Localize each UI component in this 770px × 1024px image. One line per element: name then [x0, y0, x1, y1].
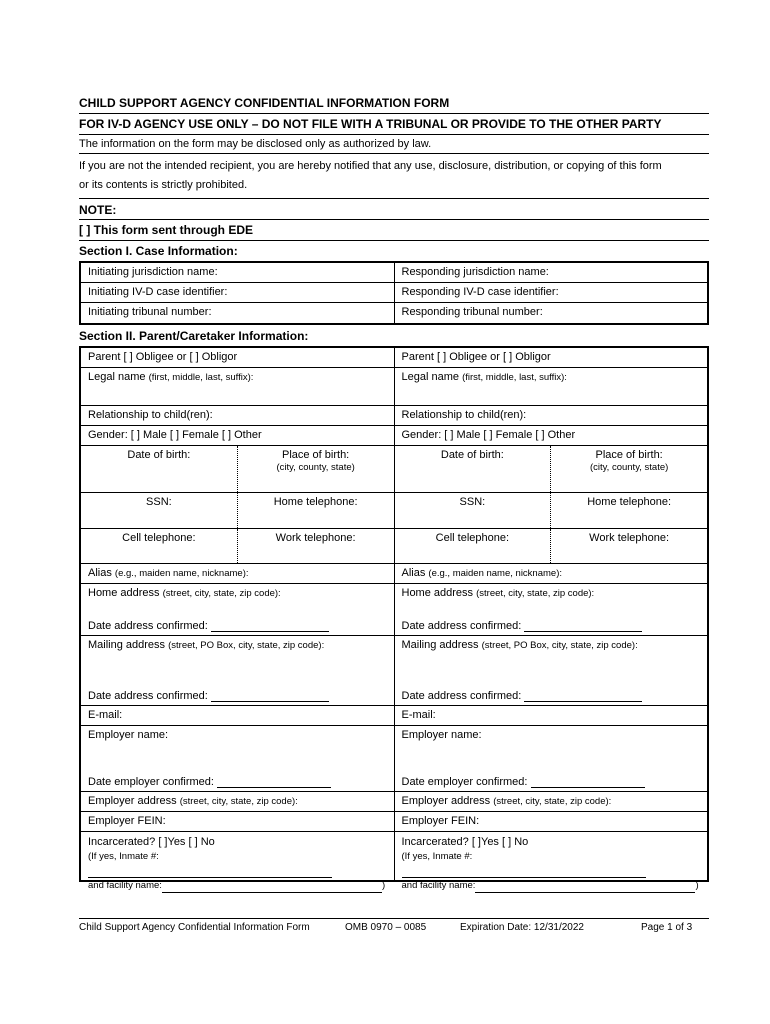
- initiating-jurisdiction-field[interactable]: Initiating jurisdiction name:: [81, 263, 394, 283]
- mailing-address-confirmed[interactable]: [88, 690, 329, 702]
- alias-field[interactable]: [81, 564, 394, 584]
- date-of-birth-label: Date of birth:: [127, 449, 191, 461]
- legal-name-label: Legal name: [88, 371, 146, 383]
- ssn-label: SSN:: [146, 496, 172, 508]
- parent-role-field[interactable]: Parent [ ] Obligee or [ ] Obligor: [395, 348, 708, 368]
- incarceration-field[interactable]: [395, 832, 708, 891]
- mailing-address-label: Mailing address: [401, 639, 479, 651]
- date-of-birth-label: Date of birth:: [440, 449, 504, 461]
- parent-column-right: [394, 348, 708, 891]
- employer-address-label: Employer address: [88, 795, 177, 807]
- employer-confirmed[interactable]: [88, 776, 331, 788]
- home-telephone-field[interactable]: [237, 493, 394, 528]
- work-telephone-label: Work telephone:: [275, 532, 356, 544]
- cell-telephone-label: Cell telephone:: [435, 532, 510, 544]
- mailing-address-hint: (street, PO Box, city, state, zip code):: [481, 640, 638, 651]
- home-address-label: Home address: [88, 587, 160, 599]
- home-address-hint: (street, city, state, zip code):: [476, 588, 595, 599]
- place-of-birth-field[interactable]: [550, 446, 707, 492]
- date-blank[interactable]: [217, 776, 331, 788]
- inmate-blank[interactable]: [88, 866, 332, 878]
- phone-row: [81, 529, 394, 564]
- ssn-field[interactable]: [81, 493, 237, 528]
- relationship-field[interactable]: Relationship to child(ren):: [81, 406, 394, 426]
- recipient-notice: [79, 154, 709, 199]
- inmate-label: (If yes, Inmate #:: [401, 851, 473, 862]
- home-telephone-label: Home telephone:: [273, 496, 358, 508]
- legal-name-hint: (first, middle, last, suffix):: [462, 372, 567, 383]
- ssn-row: [81, 493, 394, 529]
- facility-label: and facility name:: [88, 880, 162, 891]
- work-telephone-field[interactable]: [237, 529, 394, 563]
- date-blank[interactable]: [524, 620, 642, 632]
- form-title: CHILD SUPPORT AGENCY CONFIDENTIAL INFORMATION FORM: [79, 94, 709, 114]
- alias-hint: (e.g., maiden name, nickname):: [428, 568, 562, 579]
- work-telephone-label: Work telephone:: [589, 532, 670, 544]
- alias-field[interactable]: [395, 564, 708, 584]
- mailing-address-field[interactable]: [81, 636, 394, 706]
- footer-omb: OMB 0970 – 0085: [345, 922, 427, 933]
- date-of-birth-field[interactable]: [395, 446, 551, 492]
- legal-name-label: Legal name: [401, 371, 459, 383]
- mailing-address-field[interactable]: [395, 636, 708, 706]
- legal-name-field[interactable]: [81, 368, 394, 406]
- form-page: [79, 94, 709, 891]
- close-paren: ): [695, 880, 699, 891]
- employer-name-field[interactable]: [81, 726, 394, 792]
- facility-label: and facility name:: [401, 880, 476, 891]
- employer-address-label: Employer address: [401, 795, 491, 807]
- employer-name-label: Employer name:: [401, 729, 482, 741]
- ssn-field[interactable]: [395, 493, 551, 528]
- birth-row: [81, 446, 394, 493]
- cell-telephone-field[interactable]: [81, 529, 237, 563]
- parent-information-table: [79, 346, 709, 891]
- incarceration-field[interactable]: [81, 832, 394, 891]
- alias-label: Alias: [401, 567, 426, 579]
- phone-row: [395, 529, 708, 564]
- place-of-birth-field[interactable]: [237, 446, 394, 492]
- employer-fein-field[interactable]: Employer FEIN:: [395, 812, 708, 832]
- relationship-field[interactable]: Relationship to child(ren):: [395, 406, 708, 426]
- parent-role-field[interactable]: Parent [ ] Obligee or [ ] Obligor: [81, 348, 394, 368]
- ede-checkbox-line[interactable]: [ ] This form sent through EDE: [79, 220, 709, 241]
- alias-label: Alias: [88, 567, 112, 579]
- gender-field[interactable]: Gender: [ ] Male [ ] Female [ ] Other: [81, 426, 394, 446]
- recipient-notice-2: or its contents is strictly prohibited.: [79, 179, 248, 191]
- footer-expiration: Expiration Date: 12/31/2022: [460, 922, 584, 933]
- home-address-field[interactable]: [395, 584, 708, 636]
- facility-blank[interactable]: [162, 881, 382, 893]
- incarcerated-label: Incarcerated? [ ]Yes [ ] No: [401, 836, 529, 848]
- email-field[interactable]: E-mail:: [81, 706, 394, 726]
- place-of-birth-label: Place of birth:: [595, 449, 663, 461]
- mailing-address-hint: (street, PO Box, city, state, zip code):: [168, 640, 325, 651]
- responding-column: [394, 263, 708, 323]
- date-address-confirmed-label: Date address confirmed:: [88, 690, 208, 702]
- inmate-label: (If yes, Inmate #:: [88, 851, 159, 862]
- place-of-birth-hint: (city, county, state): [589, 462, 669, 473]
- section-1-heading: Section I. Case Information:: [79, 244, 238, 258]
- home-address-confirmed[interactable]: [88, 620, 329, 632]
- place-of-birth-hint: (city, county, state): [276, 462, 355, 473]
- page-footer: [79, 918, 709, 933]
- place-of-birth-label: Place of birth:: [281, 449, 350, 461]
- employer-name-field[interactable]: [395, 726, 708, 792]
- alias-hint: (e.g., maiden name, nickname):: [114, 568, 249, 579]
- work-telephone-field[interactable]: [550, 529, 707, 563]
- email-field[interactable]: E-mail:: [395, 706, 708, 726]
- employer-confirmed[interactable]: [402, 776, 645, 788]
- date-address-confirmed-label: Date address confirmed:: [401, 620, 522, 632]
- employer-name-label: Employer name:: [88, 729, 169, 741]
- home-address-label: Home address: [401, 587, 474, 599]
- gender-field[interactable]: Gender: [ ] Male [ ] Female [ ] Other: [395, 426, 708, 446]
- date-employer-confirmed-label: Date employer confirmed:: [88, 776, 214, 788]
- inmate-blank[interactable]: [402, 866, 646, 878]
- home-address-hint: (street, city, state, zip code):: [162, 588, 281, 599]
- date-blank[interactable]: [211, 690, 329, 702]
- employer-fein-field[interactable]: Employer FEIN:: [81, 812, 394, 832]
- case-information-table: [79, 261, 709, 325]
- ssn-label: SSN:: [459, 496, 486, 508]
- date-address-confirmed-label: Date address confirmed:: [88, 620, 208, 632]
- ssn-row: [395, 493, 708, 529]
- home-address-field[interactable]: [81, 584, 394, 636]
- section-2-heading: Section II. Parent/Caretaker Information:: [79, 329, 309, 343]
- responding-jurisdiction-field[interactable]: Responding jurisdiction name:: [395, 263, 708, 283]
- initiating-case-id-field[interactable]: Initiating IV-D case identifier:: [81, 283, 394, 303]
- note-label: NOTE:: [79, 199, 709, 220]
- responding-case-id-field[interactable]: Responding IV-D case identifier:: [395, 283, 708, 303]
- incarcerated-label: Incarcerated? [ ]Yes [ ] No: [88, 836, 215, 848]
- employer-address-field[interactable]: [395, 792, 708, 812]
- cell-telephone-label: Cell telephone:: [122, 532, 196, 544]
- initiating-column: [81, 263, 394, 323]
- form-subtitle: FOR IV-D AGENCY USE ONLY – DO NOT FILE WITH A TRIBUNAL OR PROVIDE TO THE OTHER PARTY: [79, 114, 709, 135]
- employer-address-hint: (street, city, state, zip code):: [179, 796, 298, 807]
- home-telephone-label: Home telephone:: [587, 496, 672, 508]
- legal-name-field[interactable]: [395, 368, 708, 406]
- date-blank[interactable]: [531, 776, 645, 788]
- facility-blank[interactable]: [475, 881, 695, 893]
- date-of-birth-field[interactable]: [81, 446, 237, 492]
- recipient-notice-1: If you are not the intended recipient, you are hereby notified that any use, disclosure, distribution, or copying of this form: [79, 160, 662, 172]
- mailing-address-label: Mailing address: [88, 639, 166, 651]
- date-blank[interactable]: [211, 620, 329, 632]
- birth-row: [395, 446, 708, 493]
- date-blank[interactable]: [524, 690, 642, 702]
- legal-name-hint: (first, middle, last, suffix):: [148, 372, 254, 383]
- employer-address-field[interactable]: [81, 792, 394, 812]
- date-employer-confirmed-label: Date employer confirmed:: [401, 776, 528, 788]
- home-telephone-field[interactable]: [550, 493, 707, 528]
- footer-form-name: Child Support Agency Confidential Information Form: [79, 922, 310, 933]
- close-paren: ): [381, 880, 386, 891]
- employer-address-hint: (street, city, state, zip code):: [493, 796, 612, 807]
- mailing-address-confirmed[interactable]: [402, 690, 643, 702]
- responding-tribunal-field[interactable]: Responding tribunal number:: [401, 306, 543, 318]
- date-address-confirmed-label: Date address confirmed:: [401, 690, 522, 702]
- home-address-confirmed[interactable]: [402, 620, 643, 632]
- footer-page-number: Page 1 of 3: [641, 922, 693, 933]
- parent-column-left: [81, 348, 394, 891]
- initiating-tribunal-field[interactable]: Initiating tribunal number:: [88, 306, 212, 318]
- cell-telephone-field[interactable]: [395, 529, 551, 563]
- disclosure-line: The information on the form may be disclosed only as authorized by law.: [79, 135, 709, 154]
